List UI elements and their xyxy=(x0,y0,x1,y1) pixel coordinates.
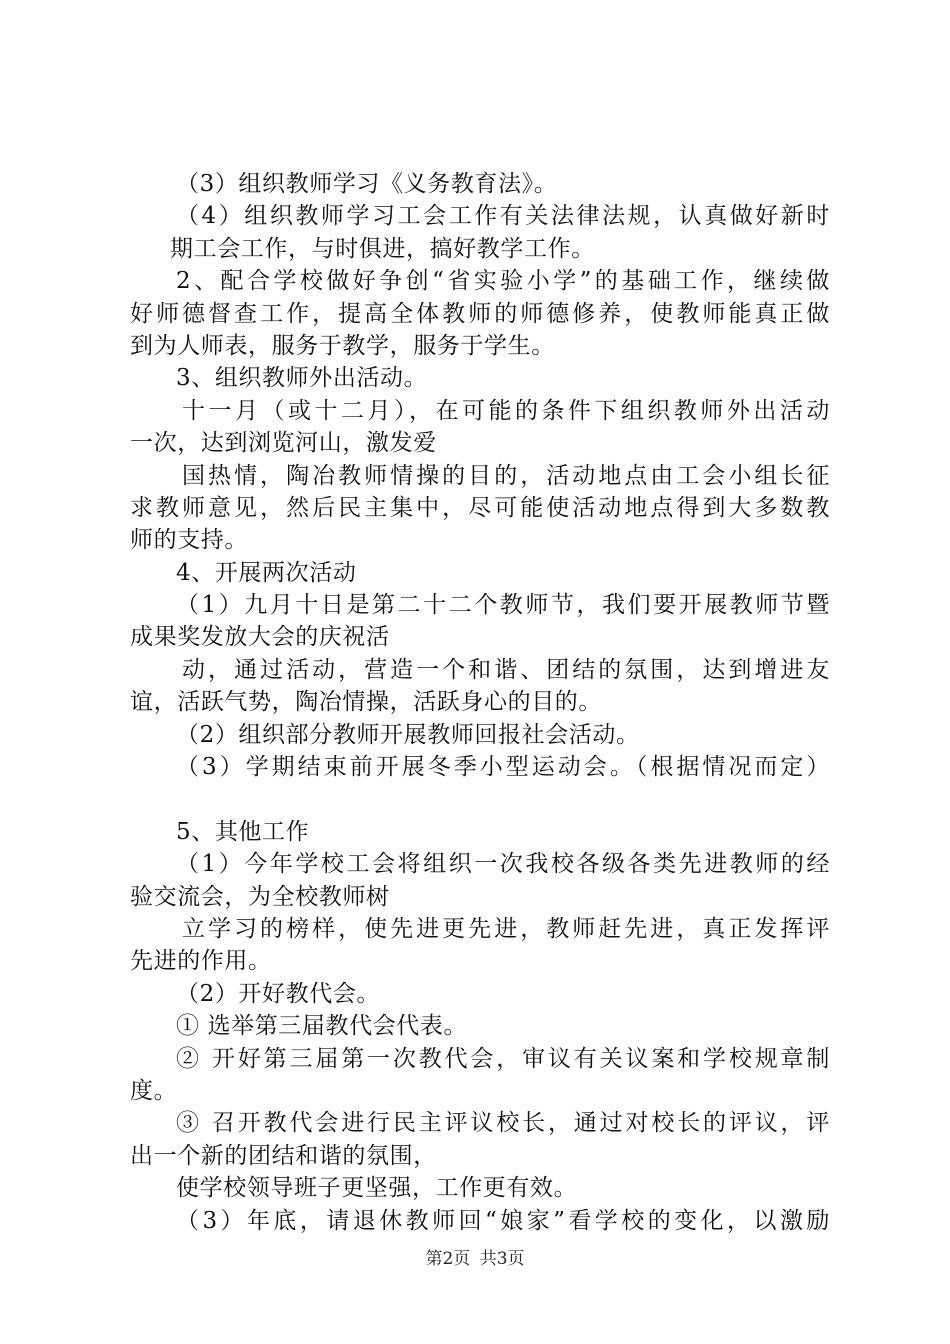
paragraph-line: 好师德督查工作，提高全体教师的师德修养，使教师能真正做 xyxy=(130,300,830,327)
paragraph-line: （1）九月十日是第二十二个教师节，我们要开展教师节暨 xyxy=(176,592,830,619)
paragraph-line: （3）年底，请退休教师回“娘家”看学校的变化，以激励 xyxy=(176,1207,830,1234)
paragraph-line: 一次，达到浏览河山，激发爱 xyxy=(130,430,437,457)
paragraph-line: 先进的作用。 xyxy=(130,948,272,975)
paragraph-line: 度。 xyxy=(130,1077,178,1104)
paragraph-line: 师的支持。 xyxy=(130,527,248,554)
paragraph-line: 期工会工作，与时俱进，搞好教学工作。 xyxy=(170,235,595,262)
paragraph-line: 求教师意见，然后民主集中，尽可能使活动地点得到大多数教 xyxy=(130,494,830,521)
list-item: ③ 召开教代会进行民主评议校长，通过对校长的评议，评 xyxy=(176,1110,830,1137)
paragraph-line: 十一月（或十二月），在可能的条件下组织教师外出活动 xyxy=(182,397,830,424)
paragraph-line: 成果奖发放大会的庆祝活 xyxy=(130,624,390,651)
paragraph-line: 国热情，陶冶教师情操的目的，活动地点由工会小组长征 xyxy=(182,462,830,489)
paragraph-line: 2、配合学校做好争创“省实验小学”的基础工作，继续做 xyxy=(176,268,830,295)
paragraph-line: （2）组织部分教师开展教师回报社会活动。 xyxy=(176,721,640,748)
paragraph-line: 谊，活跃气势，陶冶情操，活跃身心的目的。 xyxy=(130,689,602,716)
paragraph-line: （1）今年学校工会将组织一次我校各级各类先进教师的经 xyxy=(176,851,830,878)
paragraph-line: （3）学期结束前开展冬季小型运动会。（根据情况而定） xyxy=(176,754,830,781)
paragraph-line: 立学习的榜样，使先进更先进，教师赶先进，真正发挥评 xyxy=(182,915,830,942)
paragraph-line: 3、组织教师外出活动。 xyxy=(176,365,428,392)
paragraph-line: （2）开好教代会。 xyxy=(176,980,381,1007)
page-total: 共3页 xyxy=(479,1249,525,1269)
document-body xyxy=(130,168,830,1237)
paragraph-line: 到为人师表，服务于教学，服务于学生。 xyxy=(130,332,555,359)
paragraph-line: 动，通过活动，营造一个和谐、团结的氛围，达到增进友 xyxy=(182,656,830,683)
page-number: 第2页 xyxy=(425,1249,471,1269)
page-footer xyxy=(0,1244,950,1269)
paragraph-line: 使学校领导班子更坚强，工作更有效。 xyxy=(176,1175,578,1202)
paragraph-line: 验交流会，为全校教师树 xyxy=(130,883,390,910)
section-heading: 4、开展两次活动 xyxy=(176,559,357,586)
paragraph-line: （3）组织教师学习《义务教育法》。 xyxy=(176,171,558,197)
section-heading: 5、其他工作 xyxy=(176,818,310,845)
paragraph-line: （4）组织教师学习工会工作有关法律法规，认真做好新时 xyxy=(176,203,830,230)
list-item: ① 选举第三届教代会代表。 xyxy=(176,1013,468,1040)
blank-line xyxy=(130,783,830,815)
list-item: ② 开好第三届第一次教代会，审议有关议案和学校规章制 xyxy=(176,1045,830,1072)
paragraph-line: 出一个新的团结和谐的氛围， xyxy=(130,1142,437,1169)
